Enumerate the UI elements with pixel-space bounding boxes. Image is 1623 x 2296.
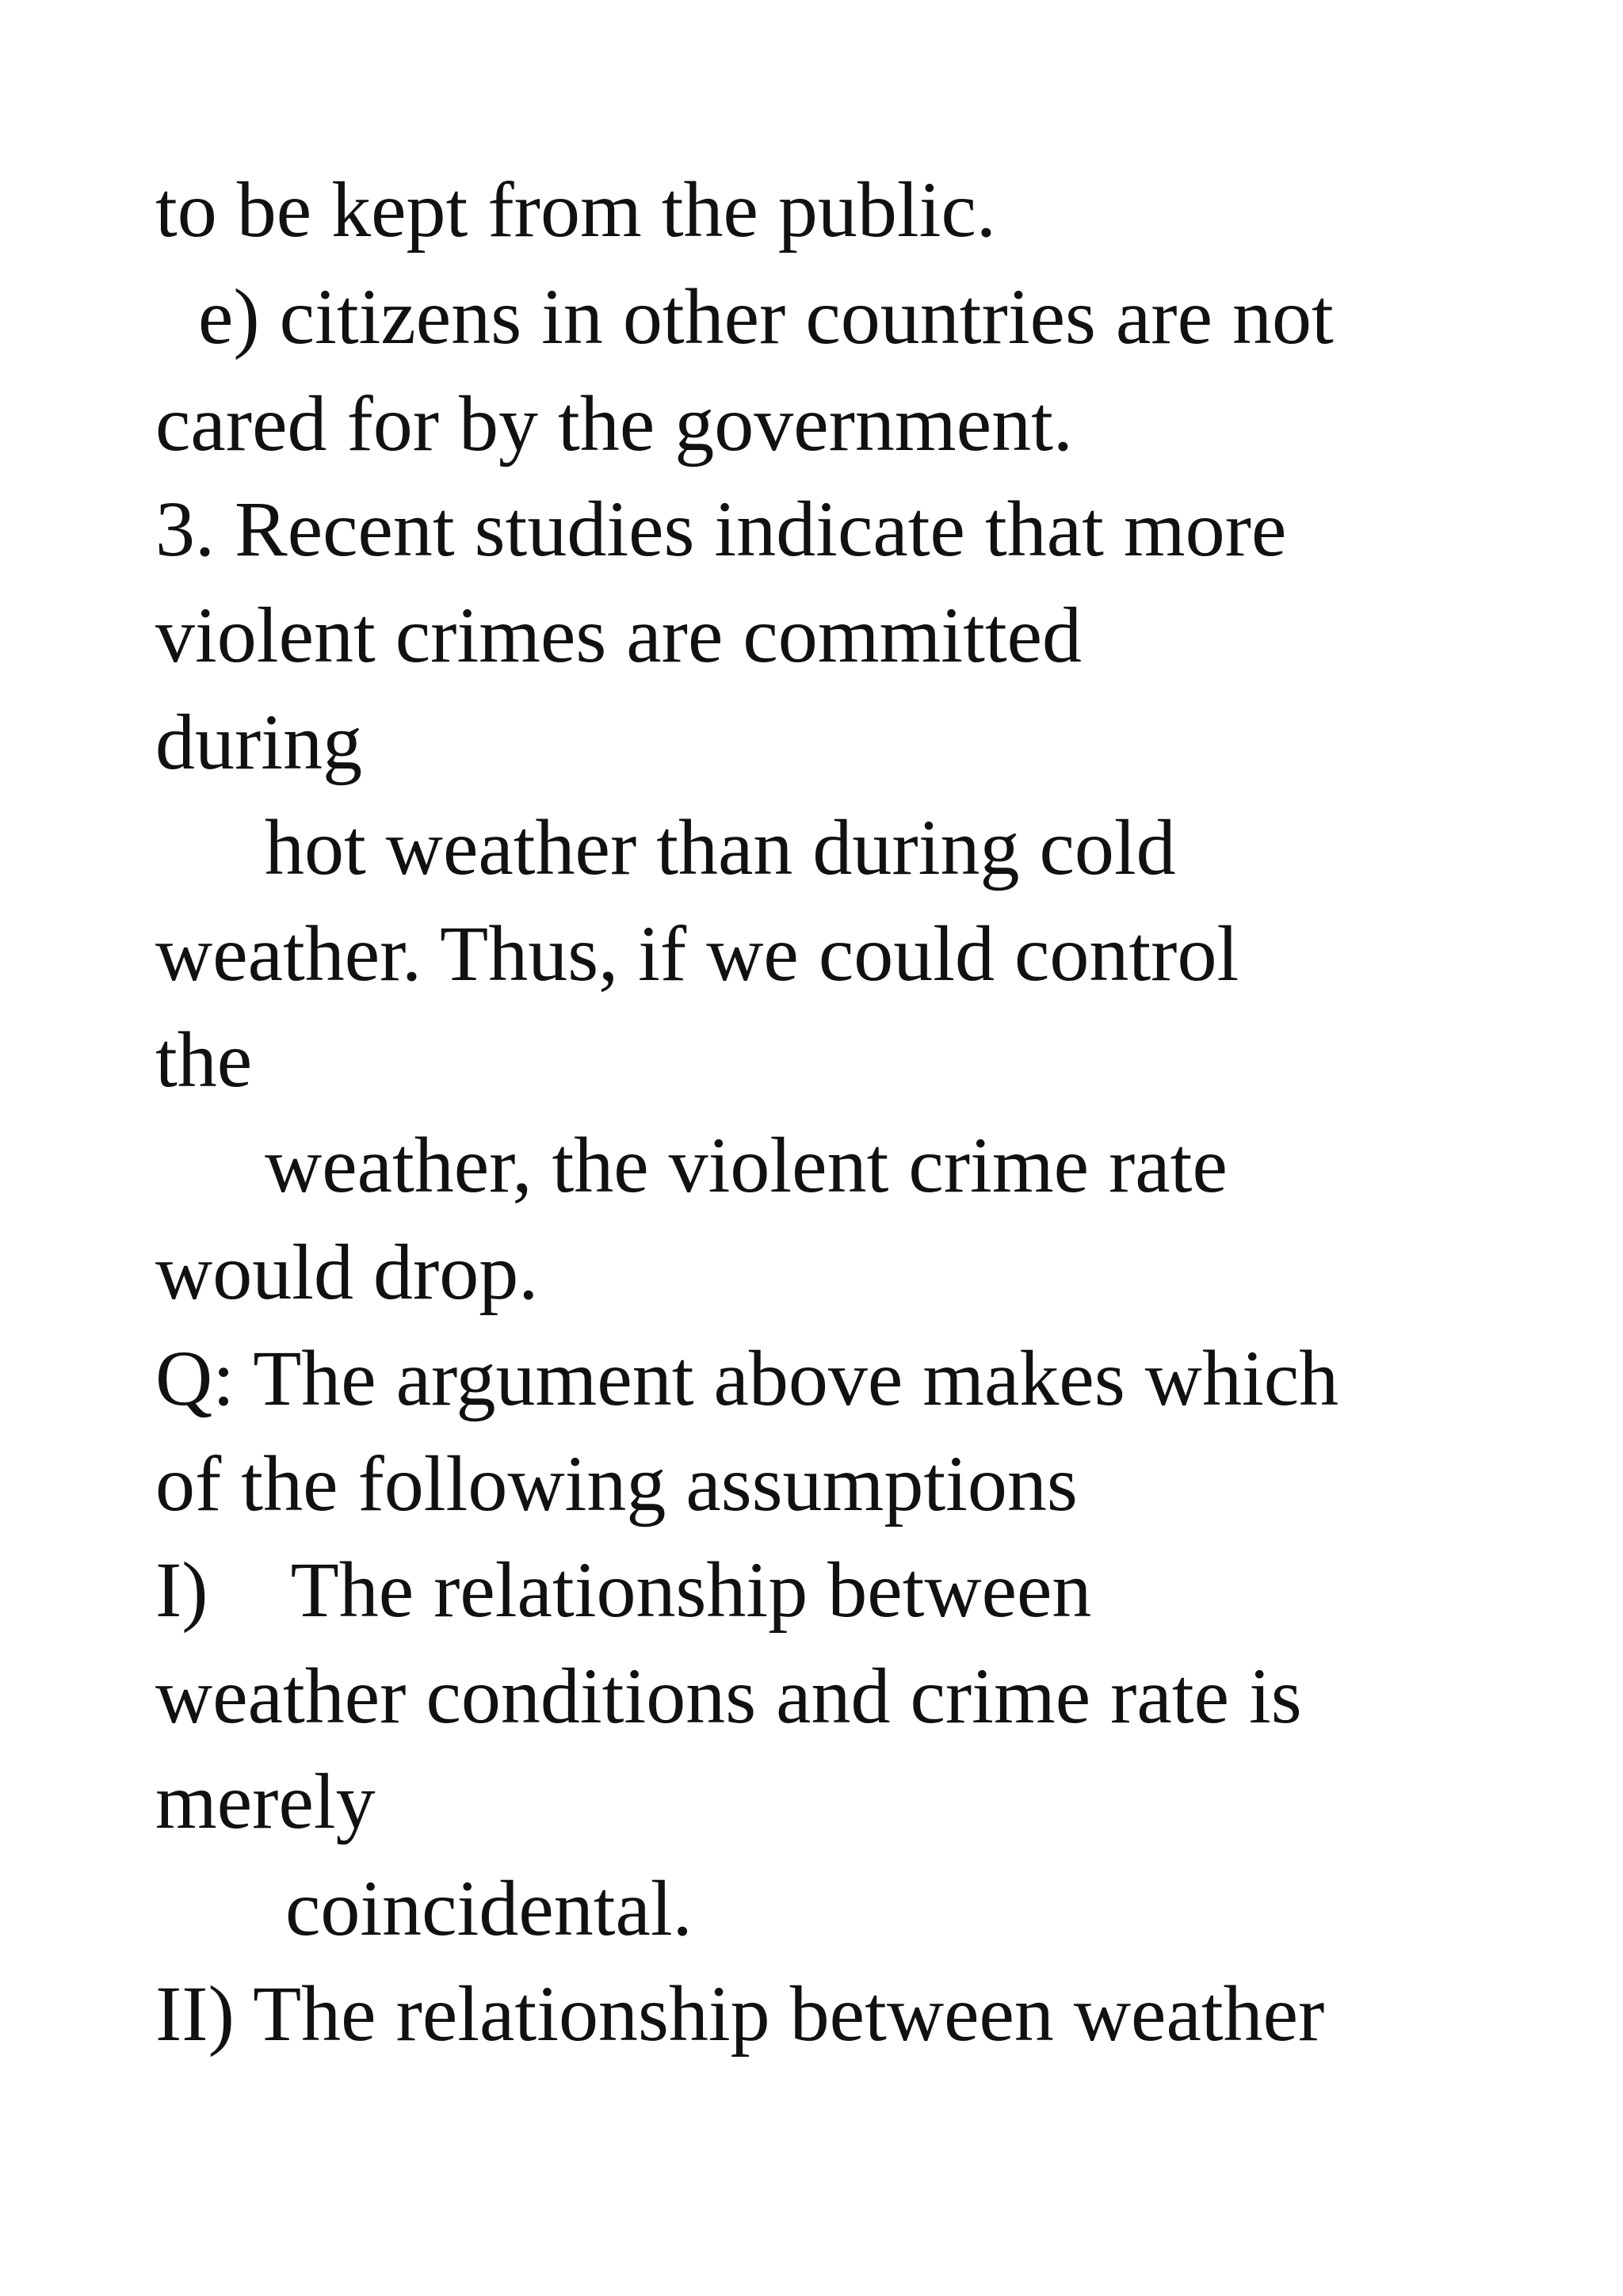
question-prompt: Q: The argument above makes which <box>155 1334 1339 1422</box>
option-i-text: The relationship between <box>290 1546 1092 1634</box>
text-line: weather conditions and crime rate is <box>155 1652 1302 1740</box>
option-i-marker: I) <box>155 1546 208 1634</box>
text-line: weather, the violent crime rate <box>265 1121 1228 1209</box>
text-line: cared for by the government. <box>155 379 1073 467</box>
option-i <box>155 1546 1092 1634</box>
text-line: coincidental. <box>285 1864 693 1952</box>
text-line: of the following assumptions <box>155 1440 1078 1527</box>
text-line: the <box>155 1016 253 1104</box>
text-line: to be kept from the public. <box>155 166 996 254</box>
option-e: e) citizens in other countries are not <box>198 273 1334 360</box>
text-line: would drop. <box>155 1228 539 1316</box>
text-line: during <box>155 698 363 786</box>
option-ii: II) The relationship between weather <box>155 1970 1325 2058</box>
text-line: hot weather than during cold <box>265 803 1176 891</box>
text-line: merely <box>155 1757 376 1845</box>
question-3-stem: 3. Recent studies indicate that more <box>155 485 1287 573</box>
text-line: violent crimes are committed <box>155 591 1083 679</box>
text-line: weather. Thus, if we could control <box>155 910 1239 997</box>
